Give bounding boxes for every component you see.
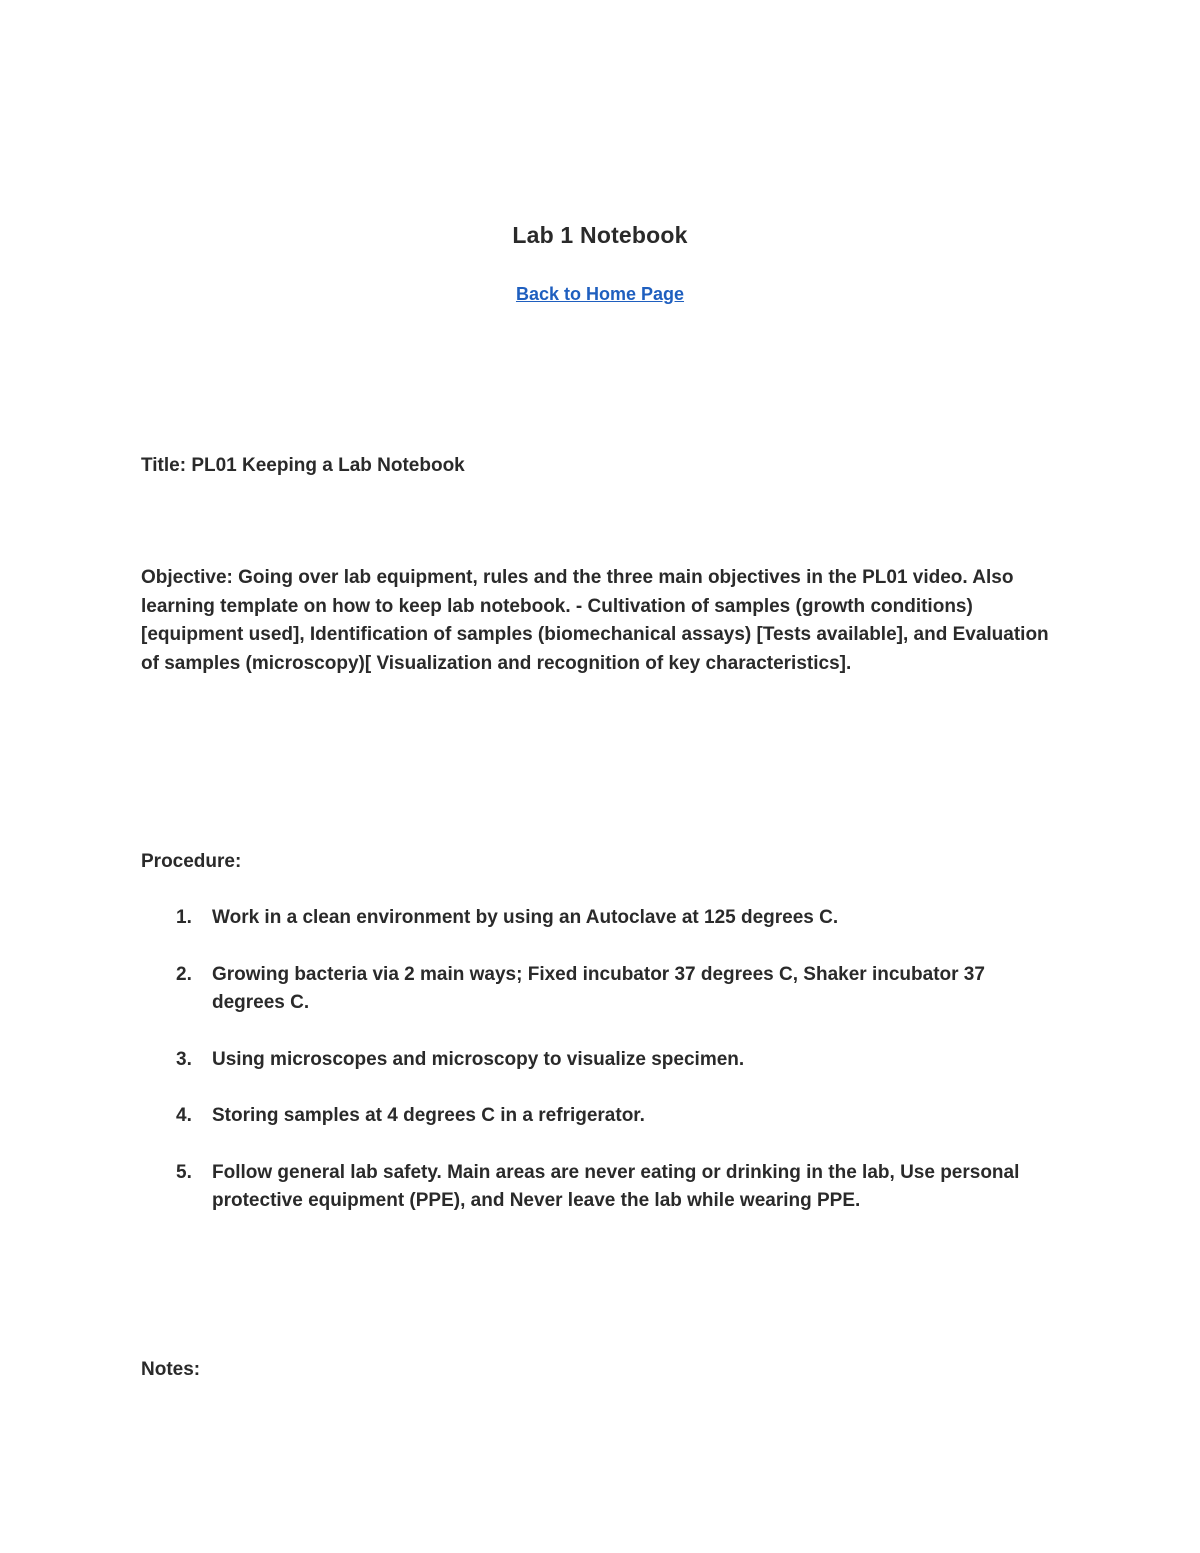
step-number: 5. (176, 1161, 192, 1183)
step-text: Storing samples at 4 degrees C in a refrigerator. (212, 1105, 645, 1126)
procedure-step (141, 904, 1051, 933)
procedure-heading: Procedure: (141, 851, 242, 872)
home-link-container (0, 284, 1200, 305)
step-number: 3. (176, 1048, 192, 1070)
step-number: 4. (176, 1105, 192, 1126)
step-text: Using microscopes and microscopy to visualize specimen. (212, 1048, 745, 1070)
procedure-list (141, 904, 1051, 1244)
step-text: Work in a clean environment by using an Autoclave at 125 degrees C. (212, 907, 839, 928)
lab-title: Title: PL01 Keeping a Lab Notebook (141, 455, 465, 476)
procedure-step (141, 1102, 1051, 1131)
step-number: 2. (176, 963, 192, 985)
procedure-step (141, 1046, 1051, 1075)
procedure-step (141, 1159, 1051, 1216)
procedure-step (141, 961, 1051, 1018)
step-number: 1. (176, 907, 192, 928)
step-text: Growing bacteria via 2 main ways; Fixed incubator 37 degrees C, Shaker incubator 37 degrees C. (212, 963, 985, 1013)
step-text: Follow general lab safety. Main areas are never eating or drinking in the lab, Use personal protective equipment (PPE), and Never leave the lab while wearing PPE. (212, 1161, 1020, 1211)
objective-paragraph: Objective: Going over lab equipment, rules and the three main objectives in the PL01 video. Also learning template on how to keep lab notebook. - Cultivation of samples (growth conditions) [equipment used], Identification of samples (biomechanical assays) [Tests available], and Evaluation of samples (microscopy)[ Visualization and recognition of key characteristics]. (141, 567, 1049, 674)
back-to-home-link[interactable]: Back to Home Page (515, 284, 685, 304)
notes-heading: Notes: (141, 1359, 201, 1380)
page-title: Lab 1 Notebook (512, 222, 688, 248)
